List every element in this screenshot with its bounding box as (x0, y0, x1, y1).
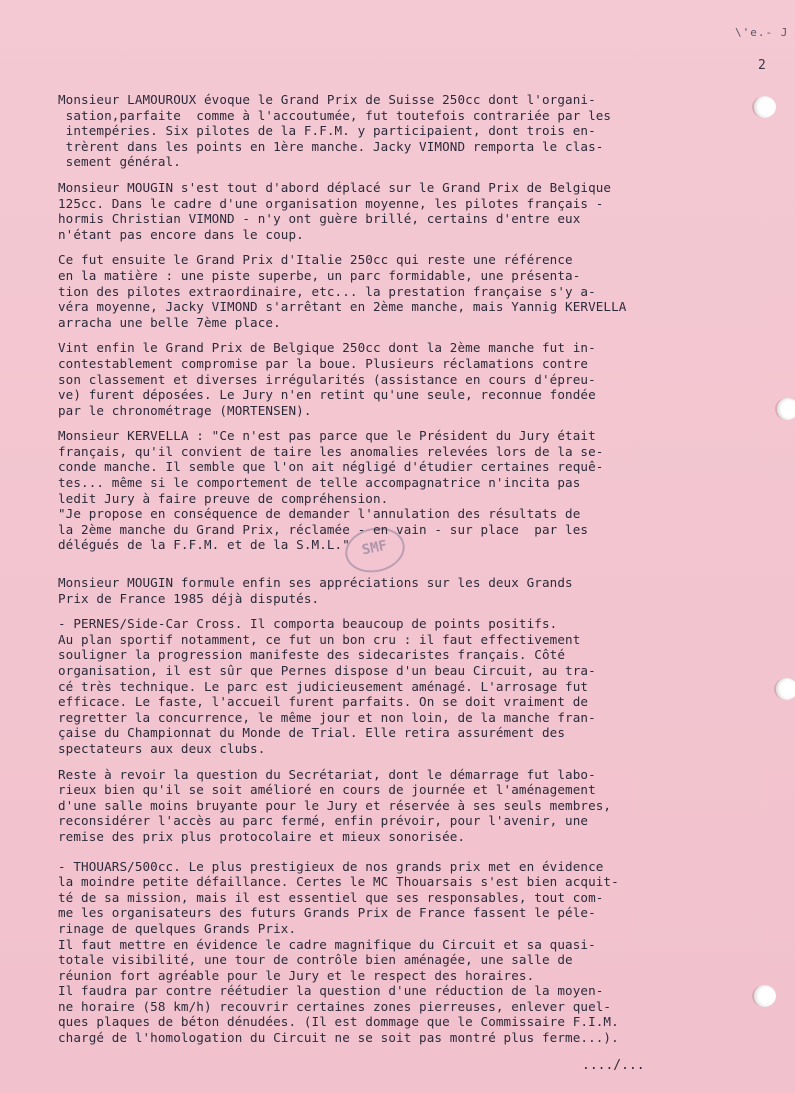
paragraph-italie-250: Ce fut ensuite le Grand Prix d'Italie 250cc qui reste une référence en la matière : une piste superbe, un parc formidable, une présenta- tion des pilotes extraordinaire, etc... la prestation française s'y a- véra moyenne, Jacky VIMOND s'arrêtant en 2ème manche, mais Yannig KERVELLA arracha une belle 7ème place. (58, 252, 627, 330)
punch-hole-bottom (752, 985, 776, 1007)
paragraph-secretariat: Reste à revoir la question du Secrétariat, dont le démarrage fut labo- rieux bien qu'il se soit amélioré en cours de journée et l'aménagement d'une salle moins bruyante pour le Jury et réservée à ses seuls membres, reconsidérer l'accès au parc fermé, enfin prévoir, pour l'avenir, une remise des prix plus protocolaire et mieux sonorisée. (58, 766, 612, 844)
continuation-mark: ..../... (582, 1058, 645, 1073)
punch-hole-top (752, 96, 776, 118)
paragraph-mougin-france: Monsieur MOUGIN formule enfin ses appréciations sur les deux Grands Prix de France 1985 déjà disputés. (58, 575, 573, 606)
paragraph-mougin-belgique-125: Monsieur MOUGIN s'est tout d'abord déplacé sur le Grand Prix de Belgique 125cc. Dans le cadre d'une organisation moyenne, les pilotes français - hormis Christian VIMOND - n'y ont guère brillé, certains d'entre eux n'étant pas encore dans le coup. (58, 179, 612, 242)
paragraph-thouars: - THOUARS/500cc. Le plus prestigieux de nos grands prix met en évidence la moindre petite défaillance. Certes le MC Thouarsais s'est bien acquit- té de sa mission, mais il est essentiel que ses responsables, tout com- me les organisateurs des futurs Grands Prix de France fassent le péle- rinage de quelques Grands Prix. Il faut mettre en évidence le cadre magnifique du Circuit et sa quasi- totale visibilité, une tour de contrôle bien aménagée, une salle de réunion fort agréable pour le Jury et le respect des horaires. Il faudra par contre réétudier la question d'une réduction de la moyen- ne horaire (58 km/h) recouvrir certaines zones pierreuses, enlever quel- ques plaques de béton dénudées. (Il est dommage que le Commissaire F.I.M. chargé de l'homologation du Circuit ne se soit pas montré plus ferme...). (58, 858, 619, 1046)
page-number: 2 (758, 58, 766, 73)
paragraph-kervella: Monsieur KERVELLA : "Ce n'est pas parce que le Président du Jury était français, qu'il convient de taire les anomalies relevées lors de la se- conde manche. Il semble que l'on ait négligé d'étudier certaines requê- tes... même si le comportement de telle accompagnatrice n'incita pas ledit Jury à faire preuve de compréhension. "Je propose en conséquence de demander l'annulation des résultats de la 2ème manche du Grand Prix, réclamée - en vain - sur place par les délégués de la F.F.M. et de la S.M.L." (58, 428, 604, 553)
punch-hole-lower-middle (774, 678, 795, 700)
corner-mark: \'e.- J (735, 26, 789, 39)
paragraph-belgique-250: Vint enfin le Grand Prix de Belgique 250cc dont la 2ème manche fut in- contestablement compromise par la boue. Plusieurs réclamations contre son classement et diverses irrégularités (assistance en cours d'épreu- ve) furent déposées. Le Jury n'en retint qu'une seule, reconnue fondée par le chronométrage (MORTENSEN). (58, 340, 596, 418)
paragraph-lamouroux-suisse: Monsieur LAMOUROUX évoque le Grand Prix de Suisse 250cc dont l'organi- sation,parfaite comme à l'accoutumée, fut toutefois contrariée par les intempéries. Six pilotes de la F.F.M. y participaient, dont trois en- trèrent dans les points en 1ère manche. Jacky VIMOND remporta le clas- sement général. (58, 92, 612, 170)
paragraph-pernes: - PERNES/Side-Car Cross. Il comporta beaucoup de points positifs. Au plan sportif notamment, ce fut un bon cru : il faut effectivement souligner la progression manifeste des sidecaristes français. Côté organisation, il est sûr que Pernes dispose d'un beau Circuit, au tra- cé très technique. Le parc est judicieusement aménagé. L'arrosage fut efficace. Le faste, l'accueil furent parfaits. On se doit vraiment de regretter la concurrence, le même jour et non loin, de la manche fran- çaise du Championnat du Monde de Trial. Elle retira assurément des spectateurs aux deux clubs. (58, 616, 596, 756)
document-body (58, 92, 748, 1056)
stamp-mark: SMF (341, 522, 409, 578)
punch-hole-upper-middle (775, 398, 795, 420)
